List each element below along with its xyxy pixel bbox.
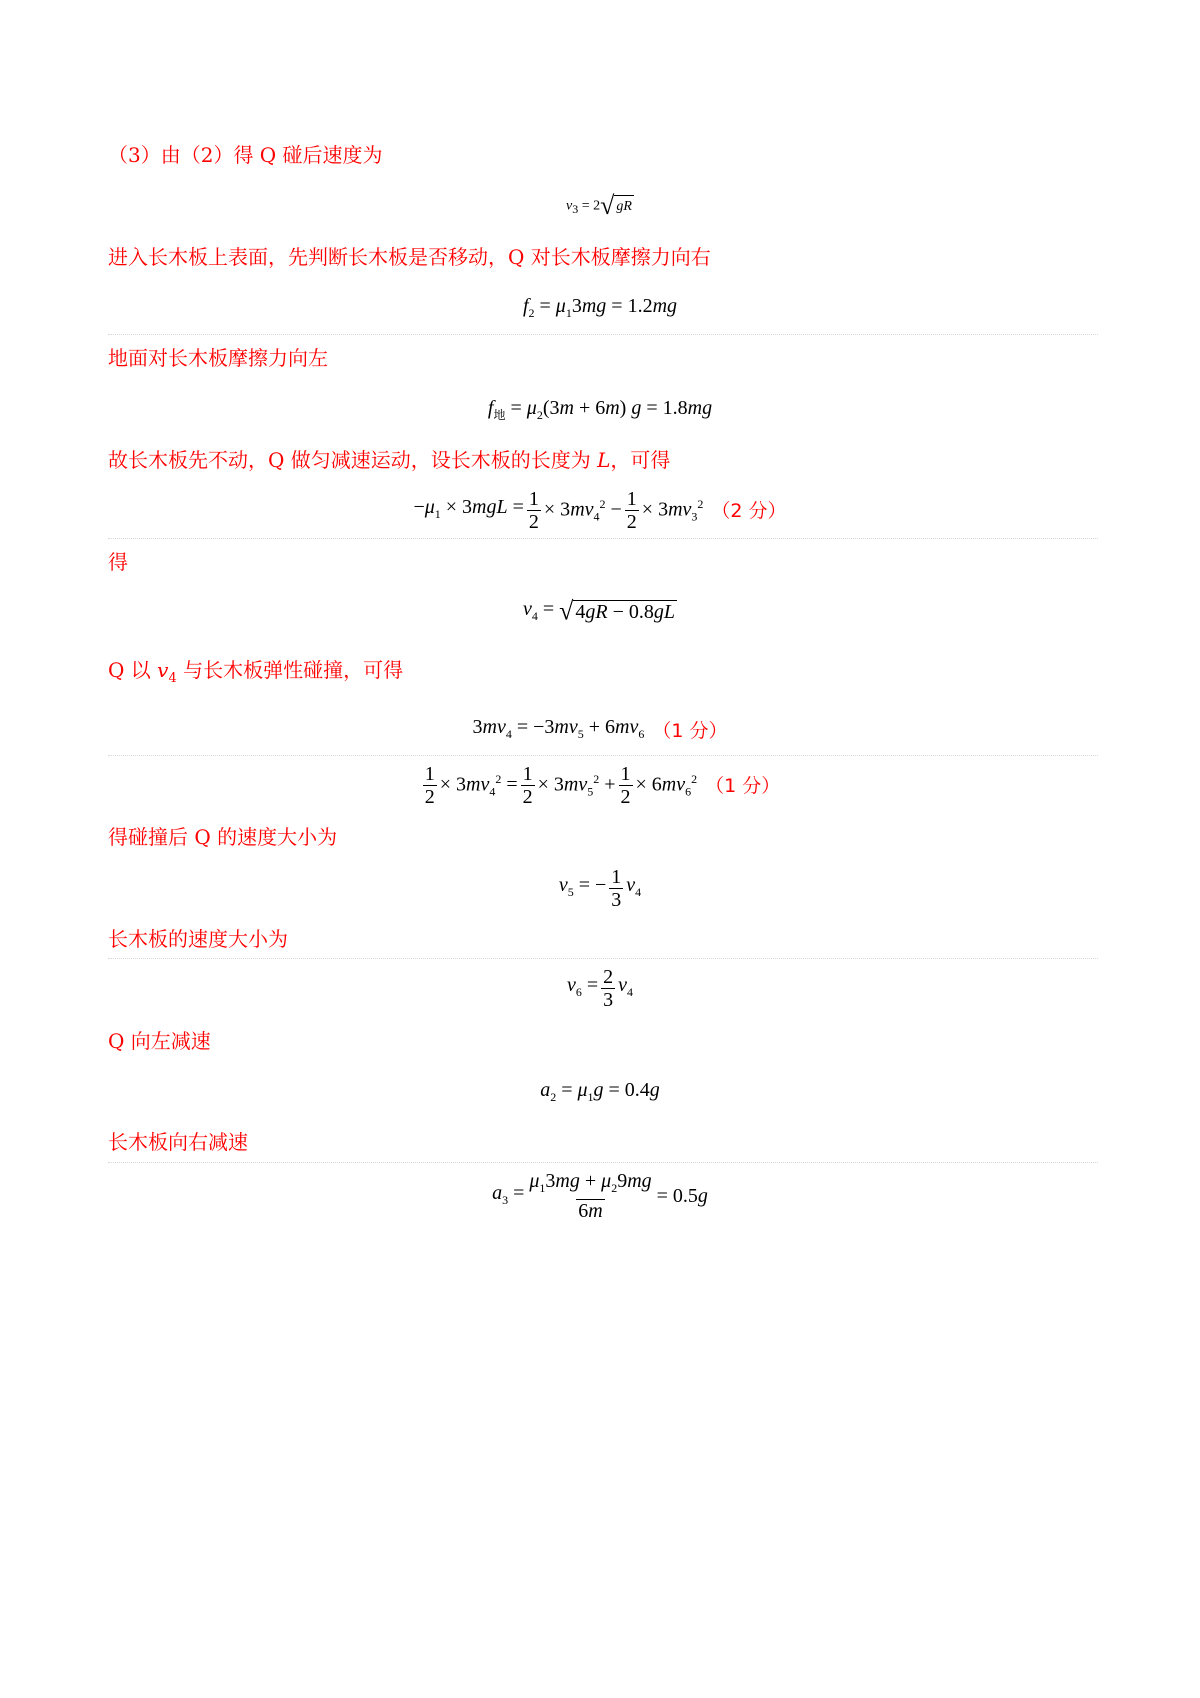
score-note: （1 分） [652,719,728,742]
divider [108,538,1098,539]
equation-momentum: $3mv_4 = -3mv_5 + 6mv_6$ （1 分） [472,716,728,742]
line-get: 得 [108,550,128,574]
line-ground-friction: 地面对长木板摩擦力向左 [108,346,328,370]
equation-v4: $v_4$ = √ 4gR − 0.8gL [522,596,676,626]
score-note: （1 分） [705,774,781,797]
equation-a3: $a_3$ = $\frac{\mu_13mg + \mu_29mg}{6m}$ = 0.5g [492,1170,708,1222]
score-note: （2 分） [711,499,787,522]
equation-energy-collision: $\frac{1}{2}$ × $3mv_4^2$ = $\frac{1}{2}$ × $3mv_5^2$ + $\frac{1}{2}$ × $6mv_6^2$ （1 分） [424,763,781,808]
line-board-speed: 长木板的速度大小为 [108,927,288,951]
equation-a2: $a_2 = \mu_1g = 0.4g$ [540,1079,660,1104]
divider [108,1162,1098,1163]
equation-energy-q: $-\mu_1 \times 3mgL$ = $\frac{1}{2}$ × $3mv_4^2$ − $\frac{1}{2}$ × $3mv_3^2$ （2 分） [413,488,787,533]
divider [108,958,1098,959]
divider [108,755,1098,756]
divider [108,334,1098,335]
equation-v3: $v_3 = 2√$ gR [566,191,632,220]
equation-v5: $v_5$ = − $\frac{1}{3}$ $v_4$ [558,866,642,911]
line-judge-board: 进入长木板上表面，先判断长木板是否移动，Q 对长木板摩擦力向右 [108,245,711,269]
line-board-static: 故长木板先不动，Q 做匀减速运动，设长木板的长度为 L，可得 [108,448,671,472]
equation-f-ground: $f_地 = \mu_2(3m + 6m) g = 1.8mg$ [487,397,713,422]
line-intro: （3）由（2）得 Q 碰后速度为 [108,143,383,167]
equation-f2: $f_2 = \mu_13mg = 1.2mg$ [522,295,678,320]
line-collision: Q 以 $v_4$ 与长木板弹性碰撞，可得 [108,658,404,686]
line-q-decel: Q 向左减速 [108,1029,211,1053]
line-q-speed: 得碰撞后 Q 的速度大小为 [108,825,338,849]
line-board-decel: 长木板向右减速 [108,1130,248,1154]
equation-v6: $v_6$ = $\frac{2}{3}$ $v_4$ [566,966,634,1011]
